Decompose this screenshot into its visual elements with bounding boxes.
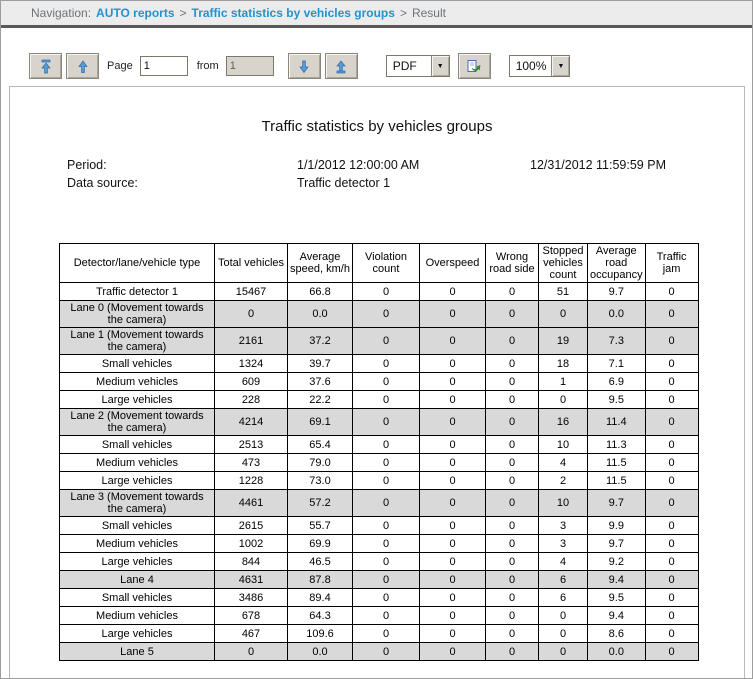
table-cell: 0 <box>420 643 486 661</box>
table-cell: Medium vehicles <box>60 454 215 472</box>
table-cell: 9.5 <box>588 589 646 607</box>
table-cell: 11.4 <box>588 409 646 436</box>
table-cell: 3486 <box>215 589 288 607</box>
column-header: Average road occupancy <box>588 244 646 283</box>
zoom-select[interactable] <box>509 55 571 77</box>
table-cell: 19 <box>539 328 588 355</box>
table-cell: 15467 <box>215 283 288 301</box>
table-cell: 467 <box>215 625 288 643</box>
table-cell: 9.7 <box>588 535 646 553</box>
table-cell: 6.9 <box>588 373 646 391</box>
table-row <box>60 607 699 625</box>
table-cell: 0 <box>420 625 486 643</box>
table-cell: 0 <box>420 391 486 409</box>
table-row <box>60 454 699 472</box>
breadcrumb-separator: > <box>179 6 187 20</box>
table-cell: 844 <box>215 553 288 571</box>
table-cell: 0 <box>353 490 420 517</box>
report-table-body <box>60 283 699 661</box>
table-cell: 69.9 <box>288 535 353 553</box>
table-cell: 66.8 <box>288 283 353 301</box>
report-meta <box>67 156 744 192</box>
table-cell: 0 <box>486 607 539 625</box>
table-row <box>60 283 699 301</box>
table-cell: 37.6 <box>288 373 353 391</box>
table-cell: 0 <box>486 301 539 328</box>
table-cell: 0 <box>353 355 420 373</box>
table-cell: 0.0 <box>288 301 353 328</box>
table-cell: Lane 2 (Movement towards the camera) <box>60 409 215 436</box>
table-cell: 0 <box>353 328 420 355</box>
table-cell: 4461 <box>215 490 288 517</box>
table-cell: 4 <box>539 553 588 571</box>
table-cell: 0 <box>353 373 420 391</box>
table-row <box>60 373 699 391</box>
previous-page-button[interactable] <box>66 53 99 79</box>
first-page-icon <box>39 59 53 74</box>
table-cell: 0 <box>353 643 420 661</box>
table-row <box>60 391 699 409</box>
table-cell: 0 <box>486 643 539 661</box>
table-cell: 8.6 <box>588 625 646 643</box>
table-cell: 1 <box>539 373 588 391</box>
table-cell: 0 <box>645 490 698 517</box>
table-row <box>60 301 699 328</box>
column-header: Violation count <box>353 244 420 283</box>
column-header: Traffic jam <box>645 244 698 283</box>
breadcrumb-current-result: Result <box>411 6 446 20</box>
table-cell: 0 <box>420 517 486 535</box>
table-cell: 0 <box>353 571 420 589</box>
breadcrumb-link-traffic-statistics[interactable]: Traffic statistics by vehicles groups <box>191 6 395 20</box>
table-cell: 4631 <box>215 571 288 589</box>
table-cell: 4 <box>539 454 588 472</box>
data-source-value: Traffic detector 1 <box>297 176 391 190</box>
table-cell: 1002 <box>215 535 288 553</box>
next-page-button[interactable] <box>288 53 321 79</box>
table-cell: 0 <box>645 535 698 553</box>
export-format-select[interactable] <box>386 55 450 77</box>
table-cell: 65.4 <box>288 436 353 454</box>
table-cell: 0 <box>486 391 539 409</box>
table-cell: 0 <box>486 355 539 373</box>
table-cell: 39.7 <box>288 355 353 373</box>
table-cell: 0 <box>353 553 420 571</box>
table-cell: 0 <box>645 301 698 328</box>
table-row <box>60 409 699 436</box>
from-label: from <box>196 60 219 72</box>
table-cell: 609 <box>215 373 288 391</box>
table-cell: 678 <box>215 607 288 625</box>
table-cell: 9.7 <box>588 490 646 517</box>
table-row <box>60 436 699 454</box>
breadcrumb-link-auto-reports[interactable]: AUTO reports <box>96 6 175 20</box>
table-cell: 2 <box>539 472 588 490</box>
table-header-row <box>60 244 699 283</box>
breadcrumb-label: Navigation: <box>31 6 92 20</box>
table-cell: 0 <box>420 409 486 436</box>
table-cell: 11.3 <box>588 436 646 454</box>
table-cell: 0 <box>486 472 539 490</box>
table-cell: 18 <box>539 355 588 373</box>
table-cell: 6 <box>539 571 588 589</box>
table-cell: 0 <box>645 454 698 472</box>
table-cell: 0 <box>539 391 588 409</box>
total-pages-field <box>226 56 274 76</box>
table-cell: 0 <box>486 373 539 391</box>
period-label: Period: <box>67 158 107 172</box>
table-cell: 9.9 <box>588 517 646 535</box>
table-cell: 0 <box>486 625 539 643</box>
table-cell: Lane 0 (Movement towards the camera) <box>60 301 215 328</box>
table-cell: 0 <box>539 607 588 625</box>
table-cell: 3 <box>539 517 588 535</box>
table-cell: 16 <box>539 409 588 436</box>
table-cell: 9.4 <box>588 571 646 589</box>
table-cell: 0 <box>420 355 486 373</box>
table-cell: Large vehicles <box>60 472 215 490</box>
table-cell: 0 <box>420 328 486 355</box>
table-cell: 0 <box>353 454 420 472</box>
table-cell: 0 <box>486 571 539 589</box>
table-cell: 0 <box>420 301 486 328</box>
table-cell: 0 <box>353 301 420 328</box>
table-cell: 37.2 <box>288 328 353 355</box>
table-cell: Lane 1 (Movement towards the camera) <box>60 328 215 355</box>
table-cell: 0 <box>645 607 698 625</box>
breadcrumb <box>1 1 752 28</box>
previous-page-icon <box>76 59 90 74</box>
table-cell: Medium vehicles <box>60 373 215 391</box>
table-cell: 0 <box>645 436 698 454</box>
table-cell: 9.4 <box>588 607 646 625</box>
table-cell: Large vehicles <box>60 625 215 643</box>
table-cell: 0 <box>420 490 486 517</box>
table-cell: 73.0 <box>288 472 353 490</box>
table-row <box>60 571 699 589</box>
table-cell: 0 <box>420 535 486 553</box>
next-page-icon <box>297 59 311 74</box>
table-cell: 0 <box>645 328 698 355</box>
table-cell: 0 <box>539 301 588 328</box>
table-cell: 89.4 <box>288 589 353 607</box>
table-cell: 0 <box>420 283 486 301</box>
table-cell: 0 <box>420 607 486 625</box>
table-cell: 9.5 <box>588 391 646 409</box>
table-cell: 87.8 <box>288 571 353 589</box>
breadcrumb-separator: > <box>399 6 407 20</box>
period-start: 1/1/2012 12:00:00 AM <box>297 158 420 172</box>
table-cell: 2513 <box>215 436 288 454</box>
table-cell: 0 <box>353 607 420 625</box>
table-cell: 3 <box>539 535 588 553</box>
table-cell: 0 <box>353 283 420 301</box>
table-cell: 2615 <box>215 517 288 535</box>
table-cell: 9.2 <box>588 553 646 571</box>
table-cell: 1324 <box>215 355 288 373</box>
table-cell: 0 <box>645 625 698 643</box>
table-cell: 0 <box>486 328 539 355</box>
column-header: Detector/lane/vehicle type <box>60 244 215 283</box>
table-cell: 0 <box>353 472 420 490</box>
table-cell: 0 <box>645 643 698 661</box>
table-cell: 0 <box>420 553 486 571</box>
table-cell: 0 <box>486 553 539 571</box>
page-number-input[interactable] <box>140 56 188 76</box>
chevron-down-icon: ▼ <box>551 56 569 76</box>
table-cell: 0 <box>486 409 539 436</box>
table-cell: 0 <box>215 643 288 661</box>
table-cell: 0 <box>645 553 698 571</box>
table-cell: 0 <box>486 490 539 517</box>
table-cell: 7.1 <box>588 355 646 373</box>
table-cell: 0 <box>353 625 420 643</box>
table-cell: 0 <box>353 409 420 436</box>
table-cell: 0 <box>539 625 588 643</box>
table-cell: 0 <box>420 589 486 607</box>
table-cell: 0 <box>420 373 486 391</box>
table-cell: Small vehicles <box>60 436 215 454</box>
table-row <box>60 355 699 373</box>
table-cell: 11.5 <box>588 454 646 472</box>
zoom-value: 100% <box>515 59 547 73</box>
table-cell: 0 <box>645 355 698 373</box>
table-row <box>60 553 699 571</box>
table-cell: 0 <box>645 373 698 391</box>
table-cell: 0 <box>645 571 698 589</box>
table-cell: 0 <box>353 436 420 454</box>
report-page <box>9 86 745 679</box>
table-cell: 11.5 <box>588 472 646 490</box>
table-cell: 0 <box>486 436 539 454</box>
export-format-value: PDF <box>392 59 417 73</box>
table-row <box>60 328 699 355</box>
table-cell: 0 <box>486 283 539 301</box>
table-row <box>60 643 699 661</box>
column-header: Wrong road side <box>486 244 539 283</box>
table-cell: 0 <box>420 436 486 454</box>
table-cell: 0.0 <box>588 643 646 661</box>
chevron-down-icon: ▼ <box>431 56 449 76</box>
table-cell: 0 <box>215 301 288 328</box>
table-cell: Small vehicles <box>60 517 215 535</box>
table-row <box>60 490 699 517</box>
table-cell: 0 <box>645 589 698 607</box>
table-cell: 0 <box>353 517 420 535</box>
table-cell: 0 <box>420 571 486 589</box>
table-cell: 0 <box>645 472 698 490</box>
report-title: Traffic statistics by vehicles groups <box>261 118 493 135</box>
period-end: 12/31/2012 11:59:59 PM <box>530 158 666 172</box>
table-cell: 473 <box>215 454 288 472</box>
table-cell: 51 <box>539 283 588 301</box>
table-cell: 228 <box>215 391 288 409</box>
table-cell: Small vehicles <box>60 589 215 607</box>
data-source-label: Data source: <box>67 176 138 190</box>
table-cell: 0 <box>420 454 486 472</box>
column-header: Stopped vehicles count <box>539 244 588 283</box>
table-cell: 0 <box>486 454 539 472</box>
table-cell: 0 <box>645 409 698 436</box>
table-cell: 22.2 <box>288 391 353 409</box>
table-cell: 57.2 <box>288 490 353 517</box>
table-cell: Medium vehicles <box>60 535 215 553</box>
first-page-button[interactable] <box>29 53 62 79</box>
table-cell: Lane 3 (Movement towards the camera) <box>60 490 215 517</box>
table-cell: 0.0 <box>288 643 353 661</box>
table-cell: 0 <box>645 391 698 409</box>
table-cell: Lane 5 <box>60 643 215 661</box>
table-cell: 10 <box>539 436 588 454</box>
report-toolbar <box>29 52 752 80</box>
page-label: Page <box>107 60 133 72</box>
table-cell: 79.0 <box>288 454 353 472</box>
column-header: Overspeed <box>420 244 486 283</box>
last-page-button[interactable] <box>325 53 358 79</box>
table-cell: 0 <box>353 589 420 607</box>
table-cell: 9.7 <box>588 283 646 301</box>
export-button[interactable] <box>458 53 491 79</box>
table-cell: 55.7 <box>288 517 353 535</box>
table-cell: 2161 <box>215 328 288 355</box>
table-cell: 109.6 <box>288 625 353 643</box>
table-cell: 6 <box>539 589 588 607</box>
table-cell: 64.3 <box>288 607 353 625</box>
table-cell: 0 <box>420 472 486 490</box>
table-cell: 7.3 <box>588 328 646 355</box>
table-cell: 0 <box>353 391 420 409</box>
table-cell: 0 <box>539 643 588 661</box>
last-page-icon <box>334 59 348 74</box>
table-cell: 69.1 <box>288 409 353 436</box>
statistics-table <box>59 243 699 661</box>
table-cell: 10 <box>539 490 588 517</box>
table-cell: 0 <box>486 535 539 553</box>
table-cell: 0 <box>353 535 420 553</box>
table-cell: Large vehicles <box>60 391 215 409</box>
table-cell: 1228 <box>215 472 288 490</box>
column-header: Total vehicles <box>215 244 288 283</box>
table-cell: 4214 <box>215 409 288 436</box>
table-cell: 0 <box>486 517 539 535</box>
table-cell: 0.0 <box>588 301 646 328</box>
table-cell: 0 <box>645 283 698 301</box>
table-cell: Medium vehicles <box>60 607 215 625</box>
table-cell: 0 <box>486 589 539 607</box>
table-cell: Lane 4 <box>60 571 215 589</box>
table-row <box>60 472 699 490</box>
table-cell: Traffic detector 1 <box>60 283 215 301</box>
table-row <box>60 625 699 643</box>
table-row <box>60 535 699 553</box>
table-cell: Small vehicles <box>60 355 215 373</box>
table-cell: 0 <box>645 517 698 535</box>
table-row <box>60 589 699 607</box>
table-cell: 46.5 <box>288 553 353 571</box>
table-row <box>60 517 699 535</box>
table-cell: Large vehicles <box>60 553 215 571</box>
column-header: Average speed, km/h <box>288 244 353 283</box>
export-icon <box>466 58 482 74</box>
